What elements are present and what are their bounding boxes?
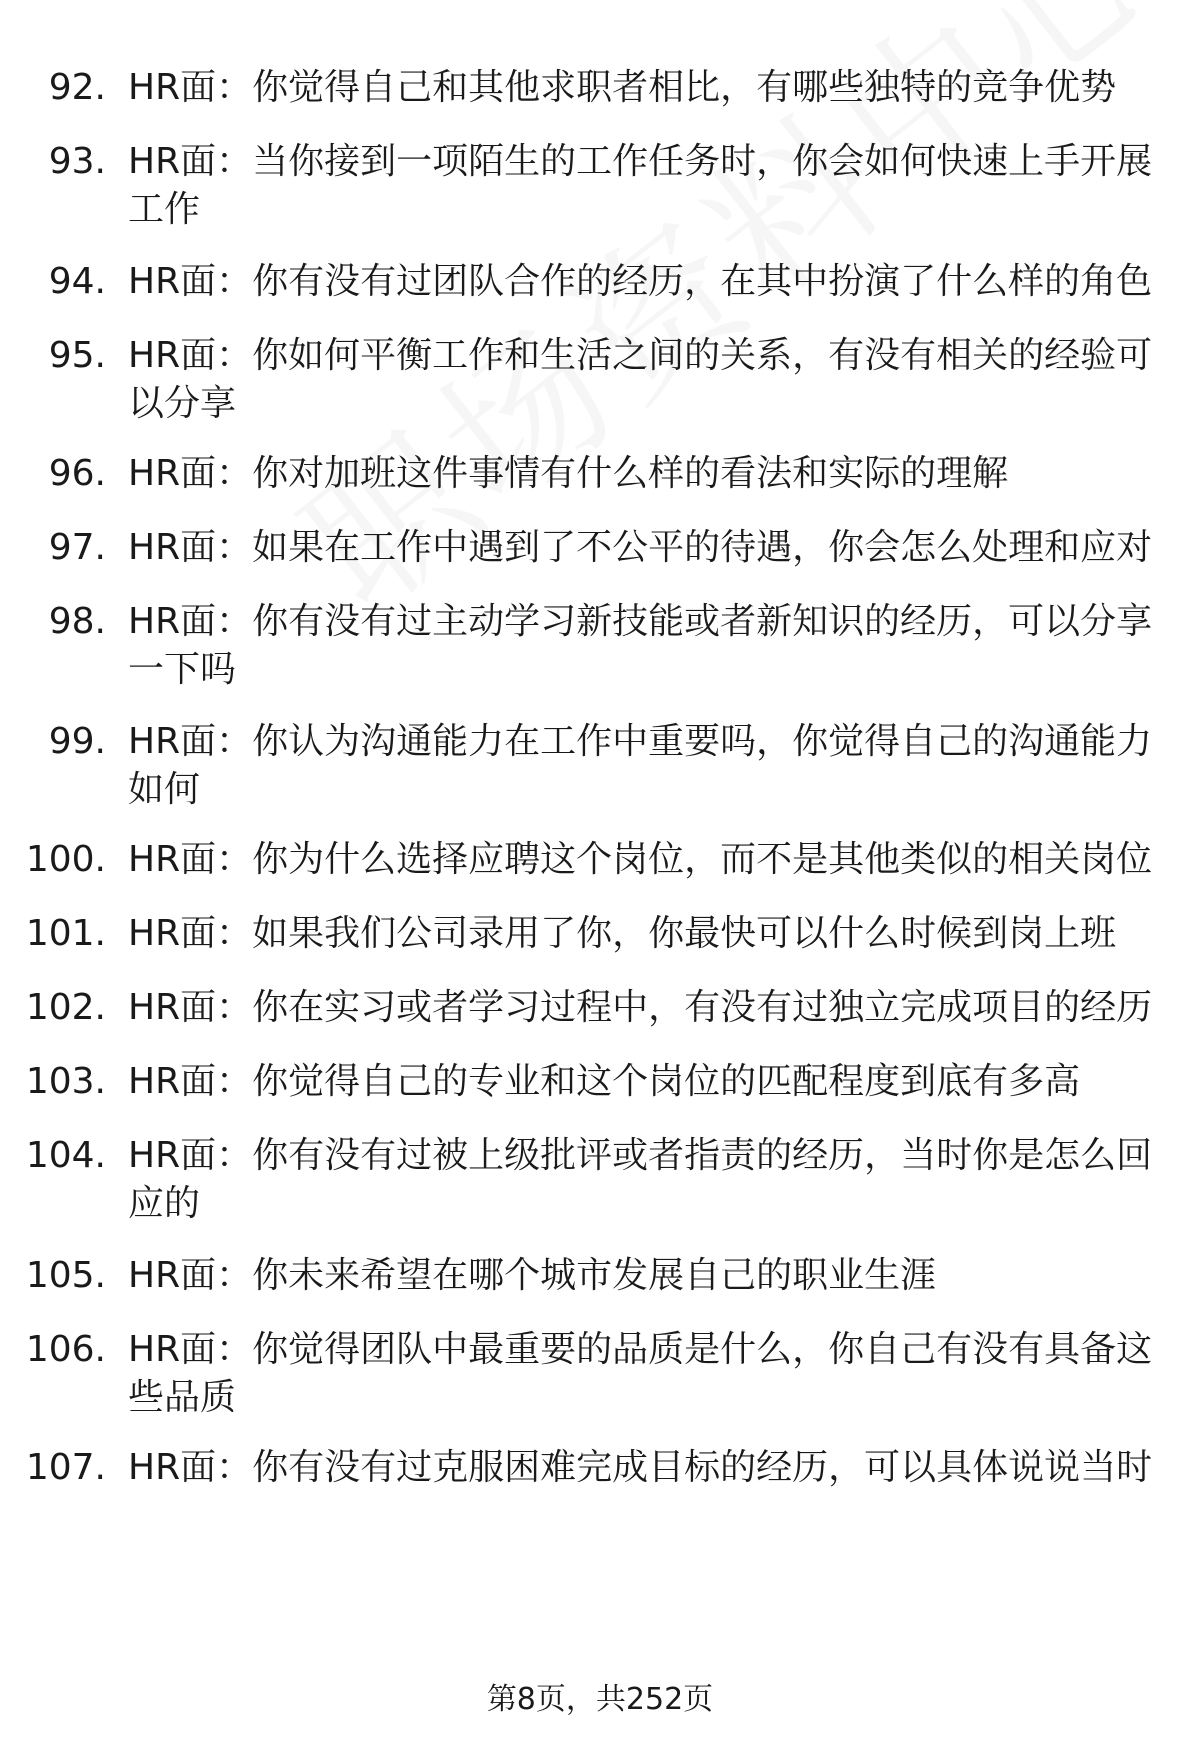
- question-number: 98.: [48, 601, 106, 642]
- question-number: 96.: [48, 453, 106, 494]
- question-number: 106.: [25, 1329, 106, 1370]
- question-number: 102.: [25, 987, 106, 1028]
- question-number: 105.: [25, 1255, 106, 1296]
- question-number: 99.: [48, 721, 106, 762]
- question-number: 104.: [25, 1135, 106, 1176]
- question-text: HR面：你有没有过主动学习新技能或者新知识的经历，可以分享一下吗: [128, 601, 1153, 690]
- question-text: HR面：你未来希望在哪个城市发展自己的职业生涯: [128, 1255, 937, 1296]
- question-text: HR面：你对加班这件事情有什么样的看法和实际的理解: [128, 453, 1009, 494]
- question-number: 101.: [25, 913, 106, 954]
- question-number: 93.: [48, 141, 106, 182]
- question-text: HR面：你觉得团队中最重要的品质是什么，你自己有没有具备这些品质: [128, 1329, 1153, 1418]
- question-text: HR面：当你接到一项陌生的工作任务时，你会如何快速上手开展工作: [128, 141, 1153, 230]
- question-number: 97.: [48, 527, 106, 568]
- question-text: HR面：如果我们公司录用了你，你最快可以什么时候到岗上班: [128, 913, 1117, 954]
- question-text: HR面：你觉得自己和其他求职者相比，有哪些独特的竞争优势: [128, 67, 1117, 108]
- question-text: HR面：你有没有过克服困难完成目标的经历，可以具体说说当时: [128, 1447, 1153, 1488]
- question-number: 103.: [25, 1061, 106, 1102]
- page-footer: 第8页，共252页: [486, 1682, 714, 1717]
- question-text: HR面：你为什么选择应聘这个岗位，而不是其他类似的相关岗位: [128, 839, 1153, 880]
- question-text: HR面：你在实习或者学习过程中，有没有过独立完成项目的经历: [128, 987, 1153, 1028]
- question-number: 92.: [48, 67, 106, 108]
- question-text: HR面：你认为沟通能力在工作中重要吗，你觉得自己的沟通能力如何: [128, 721, 1153, 810]
- question-text: HR面：如果在工作中遇到了不公平的待遇，你会怎么处理和应对: [128, 527, 1153, 568]
- question-number: 107.: [25, 1447, 106, 1488]
- question-number: 94.: [48, 261, 106, 302]
- question-text: HR面：你有没有过被上级批评或者指责的经历，当时你是怎么回应的: [128, 1135, 1153, 1224]
- question-text: HR面：你如何平衡工作和生活之间的关系，有没有相关的经验可以分享: [128, 335, 1153, 424]
- question-number: 100.: [25, 839, 106, 880]
- question-text: HR面：你有没有过团队合作的经历，在其中扮演了什么样的角色: [128, 261, 1153, 302]
- question-text: HR面：你觉得自己的专业和这个岗位的匹配程度到底有多高: [128, 1061, 1081, 1102]
- question-number: 95.: [48, 335, 106, 376]
